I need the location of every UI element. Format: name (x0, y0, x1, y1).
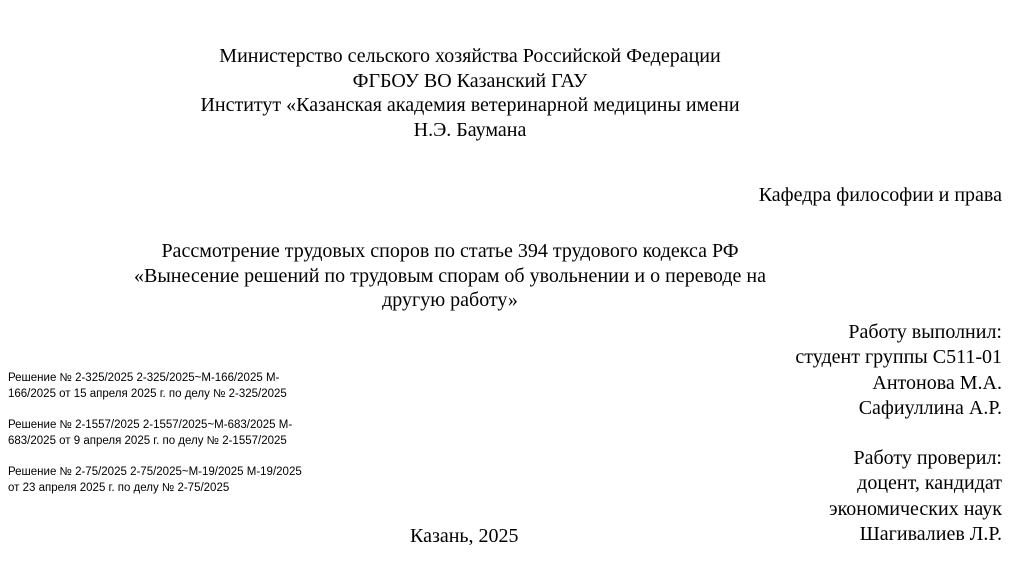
authors-block (795, 320, 1002, 547)
decision-line: Решение № 2-325/2025 2-325/2025~М-166/2025 М- (8, 372, 280, 384)
court-decision (8, 465, 348, 496)
city-year: Казань, 2025 (410, 525, 519, 547)
work-topic (100, 239, 800, 313)
student-name: Сафиуллина А.Р. (858, 396, 1002, 419)
student-group: студент группы С511-01 (795, 346, 1002, 369)
reviewer-position-2: экономических наук (829, 497, 1002, 520)
university-line: ФГБОУ ВО Казанский ГАУ (352, 69, 588, 92)
topic-line-1: Рассмотрение трудовых споров по статье 394 трудового кодекса РФ (161, 240, 739, 262)
spacer (795, 421, 1002, 446)
ministry-line: Министерство сельского хозяйства Российской Федерации (219, 45, 721, 67)
decision-line: Решение № 2-1557/2025 2-1557/2025~М-683/2025 М- (8, 419, 293, 431)
department-name: Кафедра философии и права (758, 184, 1002, 206)
performed-heading: Работу выполнил: (848, 321, 1002, 343)
reviewer-position-1: доцент, кандидат (857, 472, 1002, 495)
topic-line-3: другую работу» (382, 289, 518, 311)
court-decision (8, 418, 348, 449)
decision-line: от 23 апреля 2025 г. по делу № 2-75/2025 (8, 481, 230, 494)
institute-line: Институт «Казанская академия ветеринарной медицины имени (200, 94, 740, 116)
topic-line-2: «Вынесение решений по трудовым спорам об увольнении и о переводе на (134, 264, 766, 287)
decision-line: 166/2025 от 15 апреля 2025 г. по делу № 2-325/2025 (8, 387, 287, 400)
institution-header (130, 44, 810, 142)
student-name: Антонова М.А. (872, 371, 1002, 394)
court-decision (8, 371, 348, 402)
checked-heading: Работу проверил: (853, 447, 1002, 470)
decision-line: 683/2025 от 9 апреля 2025 г. по делу № 2-1557/2025 (8, 434, 287, 447)
institute-name-line: Н.Э. Баумана (413, 118, 527, 141)
decision-line: Решение № 2-75/2025 2-75/2025~М-19/2025 М-19/2025 (8, 466, 302, 478)
reviewer-name: Шагивалиев Л.Р. (859, 523, 1002, 546)
court-decisions-list (8, 371, 348, 512)
